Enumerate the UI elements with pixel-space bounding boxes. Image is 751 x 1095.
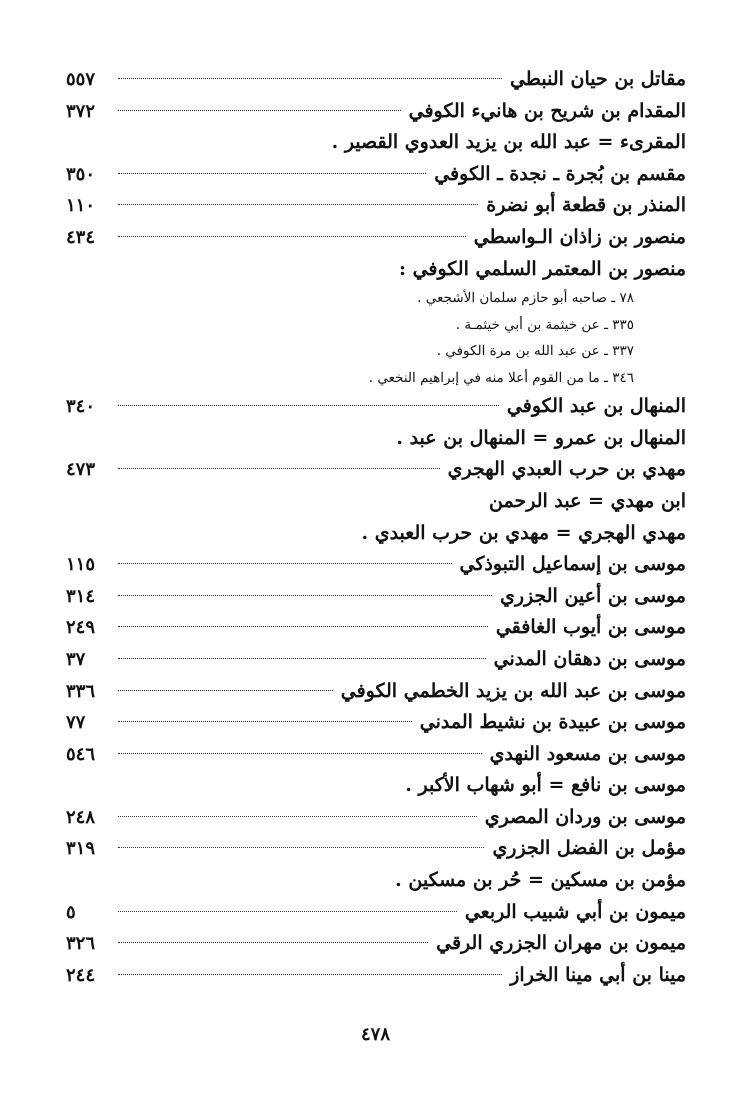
index-entry <box>66 96 686 128</box>
page-number: ٤٧٨ <box>360 1024 390 1045</box>
entry-name: مؤمل بن الفضل الجزري <box>492 837 686 860</box>
entry-name: موسى بن دهقان المدني <box>493 647 686 670</box>
index-entry <box>66 897 686 929</box>
entry-name: مهدي بن حرب العبدي الهجري <box>447 458 686 481</box>
entry-page-number: ١١٠ <box>66 195 96 217</box>
index-cross-reference <box>66 865 686 897</box>
dotted-leader <box>118 753 482 754</box>
index-subentry: ٣٣٥ ـ عن خيثمة بن أبي خيثمـة . <box>455 316 634 333</box>
entry-name: مقسم بن بُجرة ـ نجدة ـ الكوفي <box>434 162 686 185</box>
entry-page-number: ١١٥ <box>66 554 96 576</box>
entry-name: منصور بن المعتمر السلمي الكوفي : <box>398 257 686 280</box>
entry-page-number: ٢٤٤ <box>66 964 96 986</box>
entry-page-number: ٣٣٦ <box>66 680 96 702</box>
entry-name: المنهال بن عمرو = المنهال بن عبد . <box>396 426 686 449</box>
entry-page-number: ٢٤٨ <box>66 806 96 828</box>
index-entry <box>66 222 686 254</box>
entry-name: مينا بن أبي مينا الخراز <box>510 963 686 986</box>
entry-page-number: ٣٤٠ <box>66 396 96 418</box>
dotted-leader <box>118 911 457 912</box>
index-cross-reference <box>66 254 686 286</box>
entry-name: المنهال بن عبد الكوفي <box>506 395 686 418</box>
index-entry <box>66 454 686 486</box>
entry-page-number: ٣٥٠ <box>66 163 96 185</box>
index-entry <box>66 802 686 834</box>
dotted-leader <box>118 974 502 975</box>
entry-name: مهدي الهجري = مهدي بن حرب العبدي . <box>361 521 686 544</box>
index-entries-list <box>66 64 686 991</box>
entry-page-number: ٧٧ <box>66 712 86 734</box>
dotted-leader <box>118 110 401 111</box>
entry-name: موسى بن وردان المصري <box>484 805 686 828</box>
entry-name: موسى بن مسعود النهدي <box>489 742 686 765</box>
entry-page-number: ٥٤٦ <box>66 743 96 765</box>
index-subentry: ٣٤٦ ـ ما من القوم أعلا منه في إبراهيم النخعي . <box>368 369 634 386</box>
entry-page-number: ٤٣٤ <box>66 226 96 248</box>
index-entry <box>66 707 686 739</box>
dotted-leader <box>118 690 333 691</box>
entry-page-number: ٣١٩ <box>66 838 96 860</box>
index-entry <box>66 159 686 191</box>
index-subentry: ٣٣٧ ـ عن عبد الله بن مرة الكوفي . <box>436 343 634 360</box>
dotted-leader <box>118 405 499 406</box>
dotted-leader <box>118 942 428 943</box>
index-entry <box>66 64 686 96</box>
entry-name: ابن مهدي = عبد الرحمن <box>489 489 686 512</box>
dotted-leader <box>118 563 452 564</box>
entry-page-number: ٣٢٦ <box>66 933 96 955</box>
dotted-leader <box>118 173 426 174</box>
index-cross-reference <box>66 518 686 550</box>
dotted-leader <box>118 626 488 627</box>
entry-name: المقدام بن شريح بن هانيء الكوفي <box>408 99 686 122</box>
entry-name: ميمون بن مهران الجزري الرقي <box>436 932 686 955</box>
entry-page-number: ٣٧٢ <box>66 100 96 122</box>
entry-name: مؤمن بن مسكين = حُر بن مسكين . <box>395 869 686 892</box>
index-entry <box>66 960 686 992</box>
entry-page-number: ٣٧ <box>66 648 86 670</box>
dotted-leader <box>118 847 484 848</box>
entry-name: موسى بن عبد الله بن يزيد الخطمي الكوفي <box>340 679 686 702</box>
index-cross-reference <box>66 127 686 159</box>
entry-name: موسى بن إسماعيل التبوذكي <box>459 553 686 576</box>
index-entry <box>66 739 686 771</box>
dotted-leader <box>118 816 477 817</box>
entry-page-number: ٣١٤ <box>66 585 96 607</box>
index-entry <box>66 190 686 222</box>
entry-name: المنذر بن قطعة أبو نضرة <box>486 194 686 217</box>
entry-page-number: ٥ <box>66 901 76 923</box>
index-entry <box>66 391 686 423</box>
dotted-leader <box>118 658 486 659</box>
dotted-leader <box>118 595 492 596</box>
entry-page-number: ٤٧٣ <box>66 459 96 481</box>
index-entry <box>66 612 686 644</box>
dotted-leader <box>118 468 440 469</box>
entry-name: موسى بن أعين الجزري <box>499 584 686 607</box>
entry-name: موسى بن أيوب الغافقي <box>495 616 686 639</box>
index-entry <box>66 581 686 613</box>
index-entry <box>66 928 686 960</box>
dotted-leader <box>118 236 466 237</box>
entry-name: مقاتل بن حيان النبطي <box>509 68 686 90</box>
entry-name: موسى بن عبيدة بن نشيط المدني <box>419 711 686 734</box>
entry-name: منصور بن زاذان الـواسطي <box>473 225 686 248</box>
index-cross-reference <box>66 770 686 802</box>
entry-page-number: ٢٤٩ <box>66 617 96 639</box>
index-entry <box>66 833 686 865</box>
dotted-leader <box>118 721 412 722</box>
index-cross-reference <box>66 486 686 518</box>
index-cross-reference <box>66 423 686 455</box>
entry-name: المقرىء = عبد الله بن يزيد العدوي القصير . <box>331 131 686 154</box>
index-entry <box>66 676 686 708</box>
entry-page-number: ٥٥٧ <box>66 69 96 90</box>
index-entry <box>66 549 686 581</box>
index-entry <box>66 644 686 676</box>
dotted-leader <box>118 78 502 79</box>
dotted-leader <box>118 204 478 205</box>
index-subentry: ٧٨ ـ صاحبه أبو حازم سلمان الأشجعي . <box>417 290 634 307</box>
entry-name: موسى بن نافع = أبو شهاب الأكبر . <box>405 774 686 797</box>
entry-name: ميمون بن أبي شبيب الربعي <box>464 900 686 923</box>
